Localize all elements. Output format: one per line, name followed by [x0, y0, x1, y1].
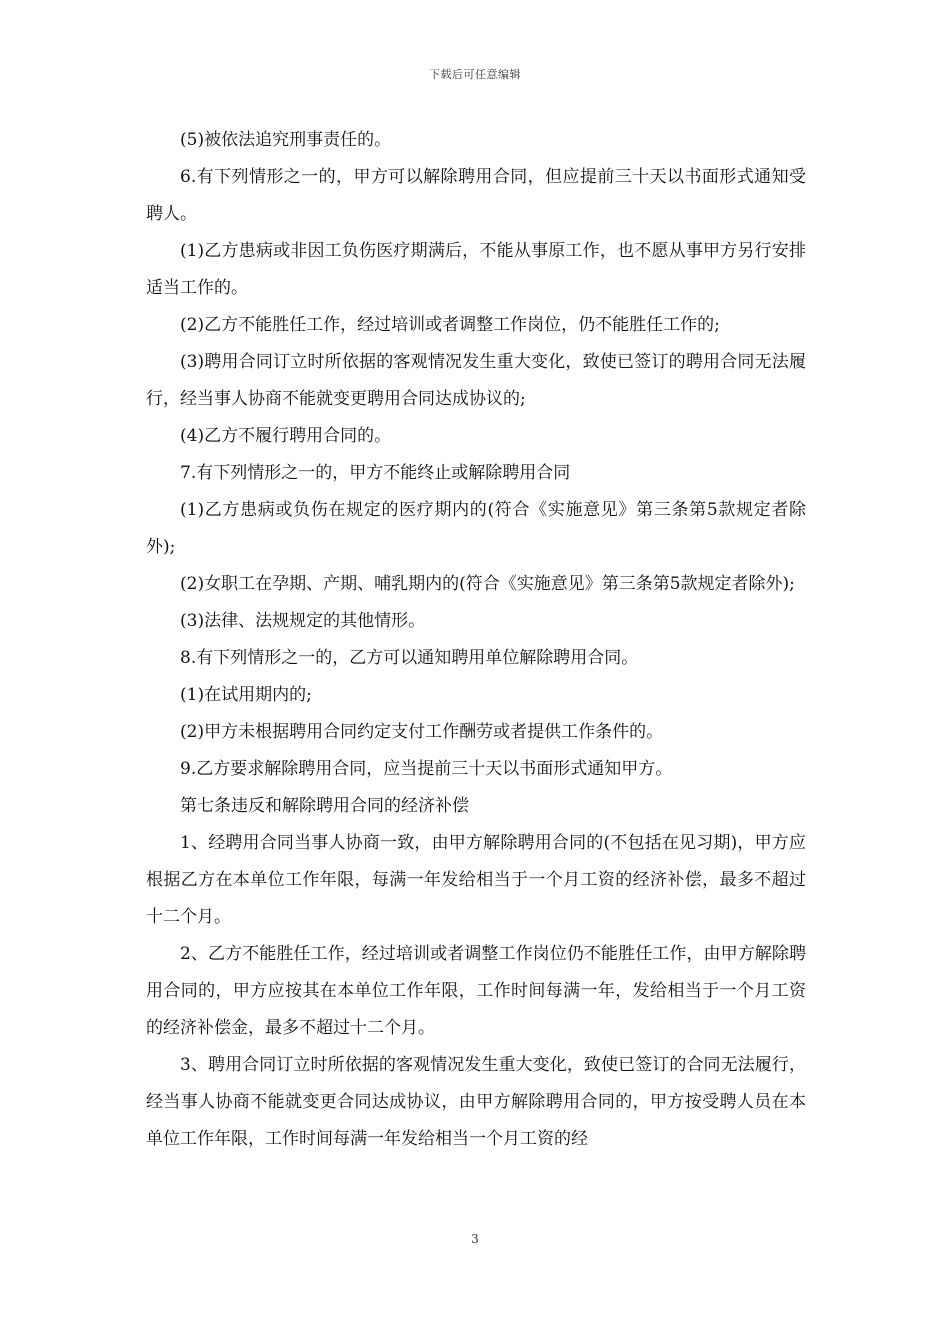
document-body: [146, 122, 806, 1158]
paragraph: (4)乙方不履行聘用合同的。: [180, 426, 392, 446]
page-number: 3: [471, 1232, 479, 1246]
paragraph: 6.有下列情形之一的，甲方可以解除聘用合同，但应提前三十天以书面形式通知受聘人。: [146, 167, 806, 224]
paragraph: (5)被依法追究刑事责任的。: [180, 130, 392, 150]
paragraph: 8.有下列情形之一的，乙方可以通知聘用单位解除聘用合同。: [180, 648, 639, 668]
section-heading: 第七条违反和解除聘用合同的经济补偿: [180, 796, 469, 816]
page-header: 下载后可任意编辑: [429, 68, 521, 81]
paragraph: (1)乙方患病或负伤在规定的医疗期内的(符合《实施意见》第三条第5款规定者除外);: [146, 500, 806, 557]
paragraph: (2)女职工在孕期、产期、哺乳期内的(符合《实施意见》第三条第5款规定者除外);: [180, 574, 795, 594]
paragraph: (1)乙方患病或非因工负伤医疗期满后，不能从事原工作，也不愿从事甲方另行安排适当工作的。: [146, 241, 806, 298]
paragraph: (2)甲方未根据聘用合同约定支付工作酬劳或者提供工作条件的。: [180, 722, 664, 742]
paragraph: 1、经聘用合同当事人协商一致，由甲方解除聘用合同的(不包括在见习期)，甲方应根据乙方在本单位工作年限，每满一年发给相当于一个月工资的经济补偿，最多不超过十二个月。: [146, 833, 806, 927]
paragraph: 3、聘用合同订立时所依据的客观情况发生重大变化，致使已签订的合同无法履行，经当事人协商不能就变更合同达成协议，由甲方解除聘用合同的，甲方按受聘人员在本单位工作年限，工作时间每满一年发给相当一个月工资的经: [146, 1055, 806, 1149]
paragraph: (2)乙方不能胜任工作，经过培训或者调整工作岗位，仍不能胜任工作的;: [180, 315, 720, 335]
paragraph: 9.乙方要求解除聘用合同，应当提前三十天以书面形式通知甲方。: [180, 759, 673, 779]
paragraph: (1)在试用期内的;: [180, 685, 312, 705]
paragraph: (3)聘用合同订立时所依据的客观情况发生重大变化，致使已签订的聘用合同无法履行，经当事人协商不能就变更聘用合同达成协议的;: [146, 352, 806, 409]
paragraph: 7.有下列情形之一的，甲方不能终止或解除聘用合同: [180, 463, 571, 483]
paragraph: 2、乙方不能胜任工作，经过培训或者调整工作岗位仍不能胜任工作，由甲方解除聘用合同的，甲方应按其在本单位工作年限，工作时间每满一年，发给相当于一个月工资的经济补偿金，最多不超过十二个月。: [146, 944, 806, 1038]
paragraph: (3)法律、法规规定的其他情形。: [180, 611, 426, 631]
